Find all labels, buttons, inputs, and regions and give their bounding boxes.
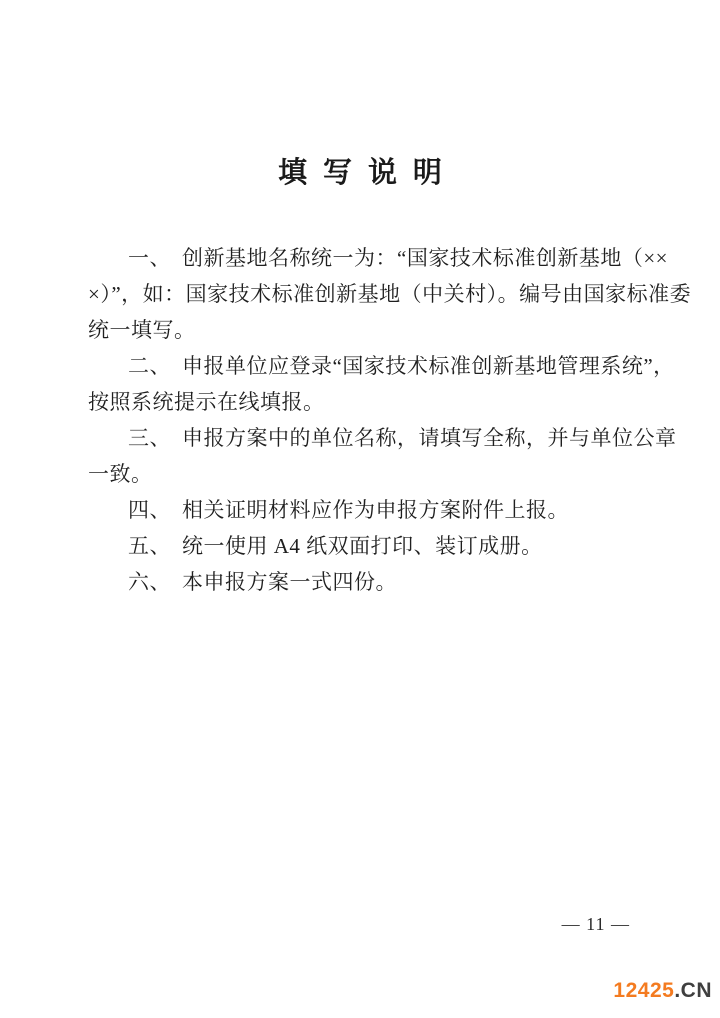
instruction-line: 四、 相关证明材料应作为申报方案附件上报。 — [128, 498, 569, 522]
watermark-tld: .CN — [674, 979, 712, 1002]
instruction-line: 一致。 — [88, 462, 153, 486]
instruction-line: 一、 创新基地名称统一为：“国家技术标准创新基地（×× — [128, 246, 669, 270]
instruction-line: 统一填写。 — [88, 318, 196, 342]
instruction-line: 六、 本申报方案一式四份。 — [128, 570, 397, 594]
instruction-line: ×）”，如：国家技术标准创新基地（中关村）。编号由国家标准委 — [88, 282, 692, 306]
watermark — [613, 980, 712, 1002]
instruction-line: 按照系统提示在线填报。 — [88, 390, 325, 414]
page-title: 填写说明 — [278, 157, 458, 189]
watermark-site: 12425 — [613, 979, 675, 1002]
instruction-line: 五、 统一使用 A4 纸双面打印、装订成册。 — [128, 534, 543, 558]
page-number: — 11 — — [561, 914, 630, 934]
instruction-line: 二、 申报单位应登录“国家技术标准创新基地管理系统”， — [128, 354, 675, 378]
instruction-line: 三、 申报方案中的单位名称，请填写全称，并与单位公章 — [128, 426, 677, 450]
instruction-lines — [88, 240, 692, 600]
